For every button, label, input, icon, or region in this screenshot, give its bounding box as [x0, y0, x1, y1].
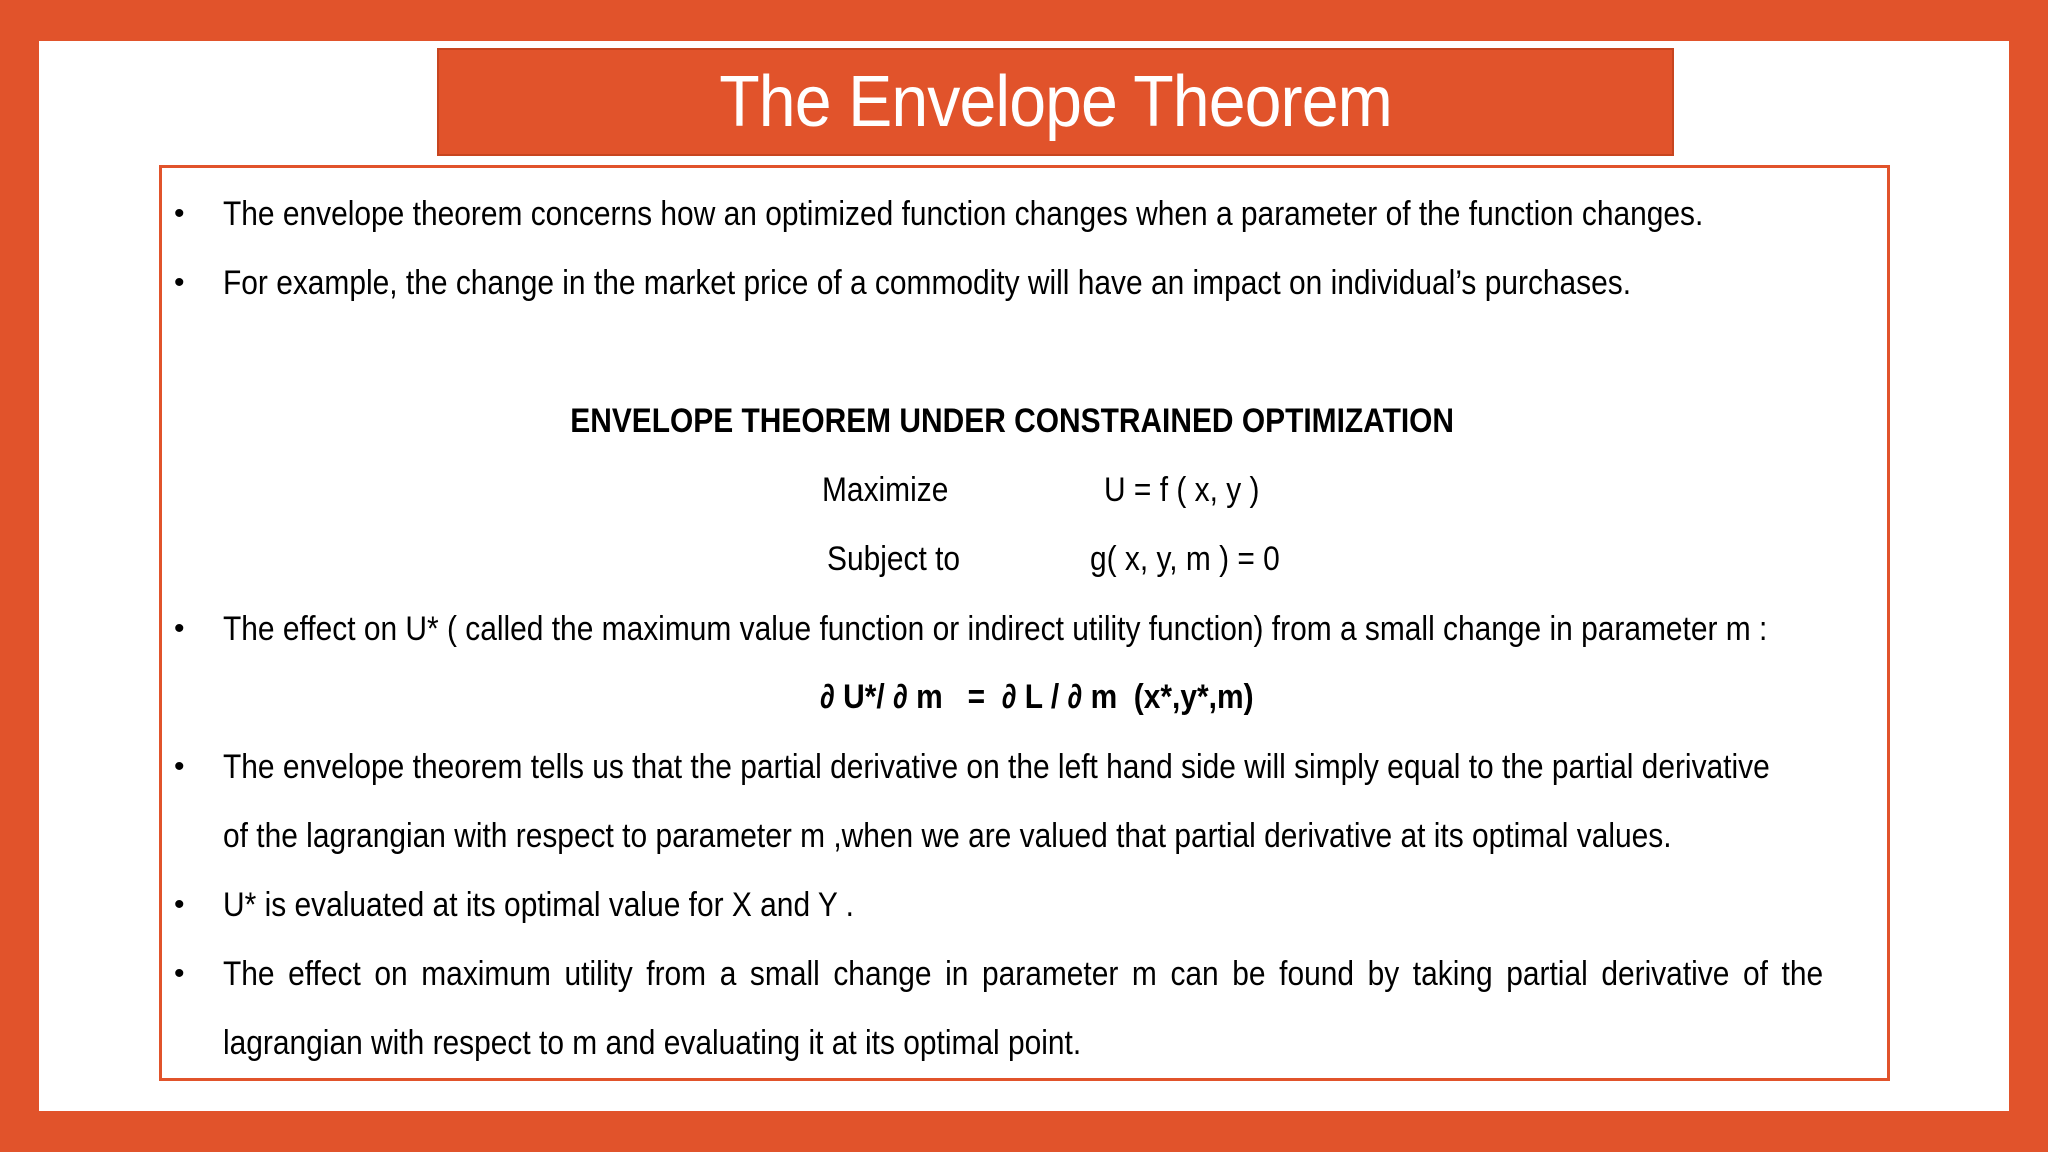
bullet-marker: •	[174, 612, 185, 645]
slide-title: The Envelope Theorem	[719, 62, 1392, 142]
maximize-label: Maximize	[822, 471, 949, 509]
bullet-text-optimized-function: The envelope theorem concerns how an optimized function changes when a parameter of the function changes.	[223, 195, 1704, 233]
bullet-text-evaluated: U* is evaluated at its optimal value for X and Y .	[223, 886, 854, 924]
bullet-marker: •	[174, 197, 185, 230]
subject-to-label: Subject to	[827, 540, 961, 578]
bullet-text-effect-on-u: The effect on U* ( called the maximum value function or indirect utility function) from a small change in parameter m :	[223, 610, 1768, 648]
bullet-marker: •	[174, 888, 185, 921]
bullet-text-tells-us-line1: The envelope theorem tells us that the partial derivative on the left hand side will simply equal to the partial derivative	[223, 748, 1770, 786]
constraint-expression: g( x, y, m ) = 0	[1090, 540, 1280, 578]
envelope-equation: ∂ U*/ ∂ m = ∂ L / ∂ m (x*,y*,m)	[820, 678, 1254, 716]
bullet-marker: •	[174, 957, 185, 990]
title-banner	[437, 48, 1674, 156]
maximize-expression: U = f ( x, y )	[1104, 471, 1260, 509]
section-heading-text: ENVELOPE THEOREM UNDER CONSTRAINED OPTIMIZATION	[570, 402, 1454, 440]
section-heading	[0, 401, 2036, 441]
bullet-marker: •	[174, 266, 185, 299]
bullet-text-maximum-utility-line2: lagrangian with respect to m and evaluating it at its optimal point.	[223, 1024, 1082, 1062]
bullet-marker: •	[174, 750, 185, 783]
bullet-text-maximum-utility-line1: The effect on maximum utility from a small change in parameter m can be found by taking partial derivative of the	[223, 955, 1824, 993]
bullet-text-example: For example, the change in the market price of a commodity will have an impact on individual’s purchases.	[223, 264, 1632, 302]
bullet-text-tells-us-line2: of the lagrangian with respect to parameter m ,when we are valued that partial derivative at its optimal values.	[223, 817, 1672, 855]
